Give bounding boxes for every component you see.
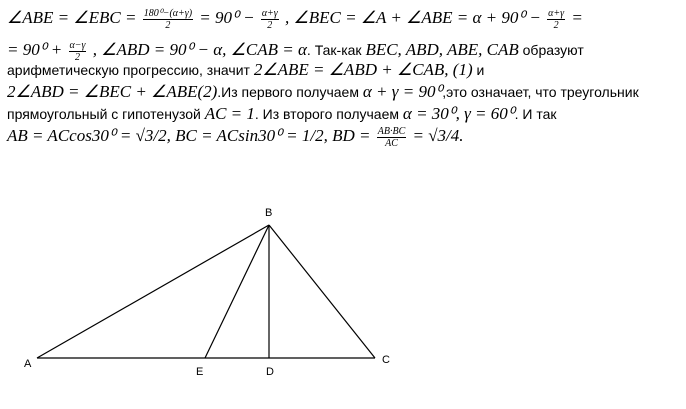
label-A: A — [24, 358, 32, 370]
fraction-1 — [143, 8, 193, 31]
fraction-1-denominator: 2 — [165, 20, 171, 31]
text-line-4 — [7, 82, 679, 104]
text-5b: . Из второго получаем — [254, 106, 403, 122]
fraction-2-denominator: 2 — [267, 20, 273, 31]
text-4b: ,это означает, что треугольник — [442, 84, 639, 100]
solution-text — [7, 8, 679, 158]
text-4a: .Из первого получаем — [217, 84, 363, 100]
math-2a: = 90⁰ + — [7, 40, 67, 60]
formula-line-2 — [7, 40, 679, 63]
fraction-2 — [261, 8, 279, 31]
fraction-5-numerator: AB·BC — [377, 126, 406, 137]
math-1c: , ∠BEC = ∠A + ∠ABE = α + 90⁰ − — [280, 8, 546, 28]
fraction-5-denominator: AC — [385, 138, 398, 149]
math-2b: , ∠ABD = 90⁰ − α, ∠CAB = α — [88, 40, 307, 60]
math-1d: = — [567, 8, 583, 28]
text-line-5 — [7, 104, 679, 126]
text-2a: . Так-как — [306, 42, 366, 59]
fraction-4-denominator: 2 — [74, 52, 80, 63]
label-D: D — [266, 366, 274, 378]
fraction-2-numerator: α+γ — [261, 8, 278, 19]
triangle-lines — [37, 225, 375, 358]
segment-BE — [205, 225, 269, 358]
fraction-3 — [547, 8, 565, 31]
math-1a: ∠ABE = ∠EBC = — [7, 8, 141, 28]
text-line-3 — [7, 60, 679, 82]
fraction-3-numerator: α+γ — [548, 8, 565, 19]
math-4a: 2∠ABD = ∠BEC + ∠ABE(2) — [7, 82, 218, 101]
math-6a: AB = ACcos30⁰ = √3/2, BC = ACsin30⁰ = 1/2, BD = — [7, 126, 375, 146]
label-E: E — [196, 366, 204, 378]
math-3a: 2∠ABE = ∠ABD + ∠CAB, (1) — [253, 60, 473, 79]
math-5b: α = 30⁰, γ = 60⁰ — [402, 104, 515, 123]
segment-AB — [37, 225, 269, 358]
label-B: B — [265, 207, 273, 219]
formula-line-1 — [7, 8, 679, 40]
segment-BC — [269, 225, 375, 358]
math-6b: = √3/4. — [408, 126, 464, 146]
math-4b: α + γ = 90⁰ — [362, 82, 443, 101]
label-C: C — [382, 354, 390, 366]
math-5a: AC = 1 — [204, 104, 255, 123]
fraction-1-numerator: 180⁰−(α+γ) — [143, 8, 193, 19]
text-2b: образуют — [518, 42, 584, 59]
math-2c: BEC, ABD, ABE, CAB — [365, 40, 519, 60]
text-3b: и — [472, 62, 485, 78]
fraction-3-denominator: 2 — [553, 20, 559, 31]
text-5a: прямоугольный с гипотенузой — [7, 106, 205, 122]
fraction-4-numerator: α−γ — [69, 40, 86, 51]
math-1b: = 90⁰ − — [195, 8, 259, 28]
text-3a: арифметическую прогрессию, значит — [7, 62, 254, 78]
formula-line-6 — [7, 126, 679, 158]
fraction-5 — [377, 126, 407, 149]
text-5c: . И так — [514, 106, 557, 122]
